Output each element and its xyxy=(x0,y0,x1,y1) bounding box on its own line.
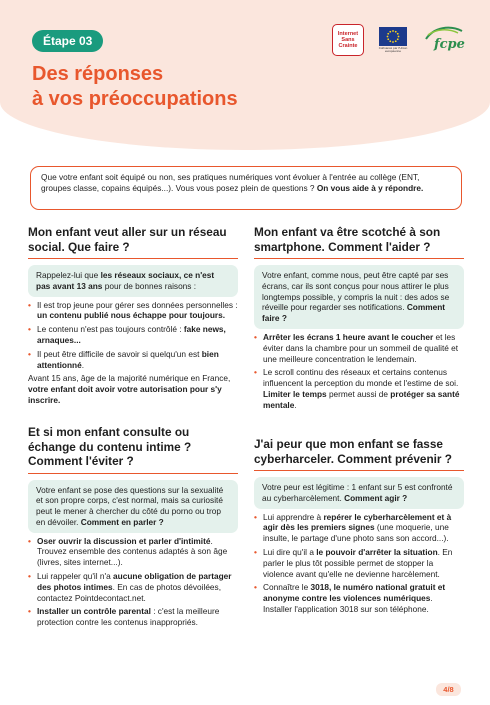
list-item: • Connaître le 3018, le numéro national gratuit et anonyme contre les violences numériques. Installer l'application 3018 sur son téléphone. xyxy=(254,582,464,614)
page-title xyxy=(32,62,332,112)
section-social-network xyxy=(28,225,238,406)
partner-logos xyxy=(332,24,466,56)
list-item: • Il peut être difficile de savoir si quelqu'un est bien attentionné. xyxy=(28,349,238,371)
list-item: • Arrêter les écrans 1 heure avant le coucher et les éviter dans la chambre pour un sommeil de qualité et une meilleure concentration le lendemain. xyxy=(254,332,464,364)
paragraph: Avant 15 ans, âge de la majorité numérique en France, votre enfant doit avoir votre autorisation pour s'y inscrire. xyxy=(28,373,231,405)
list-item: • Installer un contrôle parental : c'est la meilleure protection contre les contenus inappropriés. xyxy=(28,606,238,628)
section-title: Mon enfant veut aller sur un réseau social. Que faire ? xyxy=(28,225,238,259)
fcpe-logo: fcpe xyxy=(422,25,466,55)
list-item: • Le scroll continu des réseaux et certains contenus influencent la perception du monde et l'estime de soi. Limiter le temps permet aussi de protéger sa santé mentale. xyxy=(254,367,464,410)
info-box: Votre enfant, comme nous, peut être capté par ses écrans, car ils sont conçus pour nous attirer le plus longtemps possible, y compris la nuit : des ados se réveille pour regarder ses notifications. Comment faire ? xyxy=(254,265,464,329)
section-title: Et si mon enfant consulte ou échange du contenu intime ? Comment l'éviter ? xyxy=(28,425,238,474)
section-cyberbullying xyxy=(254,437,464,615)
internet-sans-crainte-logo: Internet Sans Crainte xyxy=(332,24,364,56)
list-item: • Oser ouvrir la discussion et parler d'intimité. Trouvez ensemble des contenus adaptés à son âge (livres, sites internet...). xyxy=(28,536,238,568)
eu-caption: Cofinancé par l'Union européenne xyxy=(378,45,408,53)
info-box: Votre peur est légitime : 1 enfant sur 5 est confronté au cyberharcèlement. Comment agir ? xyxy=(254,477,464,509)
list-item: • Lui rappeler qu'il n'a aucune obligation de partager des photos intimes. En cas de photos dévoilées, contactez Pointdecontact.net. xyxy=(28,571,238,603)
page-title-line-1: Des réponses xyxy=(32,63,164,85)
page-number: 4/8 xyxy=(436,683,461,696)
page-title-line-2: à vos préoccupations xyxy=(32,88,238,110)
section-smartphone xyxy=(254,225,464,411)
info-box: Rappelez-lui que les réseaux sociaux, ce n'est pas avant 13 ans pour de bonnes raisons : xyxy=(28,265,238,297)
info-box: Votre enfant se pose des questions sur la sexualité et son propre corps, c'est normal, mais sa curiosité peut le mener à chercher du côté du porno ou trop en dévoiler. Comment en parler ? xyxy=(28,480,238,533)
intro-text: Que votre enfant soit équipé ou non, ses pratiques numériques vont évoluer à l'entrée au collège (ENT, groupes classe, copains équipés...). Vous vous posez plein de questions ? xyxy=(41,172,420,193)
eu-logo xyxy=(373,27,413,54)
intro-box xyxy=(30,166,462,210)
intro-highlight: On vous aide à y répondre. xyxy=(316,183,424,193)
list-item: • Lui dire qu'il a le pouvoir d'arrêter la situation. En parler le plus tôt possible permet de stopper la violence avant qu'elle ne devienne harcèlement. xyxy=(254,547,464,579)
step-badge: Étape 03 xyxy=(32,30,103,52)
section-title: J'ai peur que mon enfant se fasse cyberharceler. Comment prévenir ? xyxy=(254,437,464,471)
eu-flag-icon xyxy=(379,27,407,46)
list-item: • Lui apprendre à repérer le cyberharcèlement et à agir dès les premiers signes (une moquerie, une insulte, le partage d'une photo sans son accord...). xyxy=(254,512,464,544)
list-item: • Le contenu n'est pas toujours contrôlé : fake news, arnaques... xyxy=(28,324,238,346)
list-item: • Il est trop jeune pour gérer ses données personnelles : un contenu publié nous échappe pour toujours. xyxy=(28,300,238,322)
section-intimate-content xyxy=(28,425,238,628)
section-title: Mon enfant va être scotché à son smartphone. Comment l'aider ? xyxy=(254,225,464,259)
